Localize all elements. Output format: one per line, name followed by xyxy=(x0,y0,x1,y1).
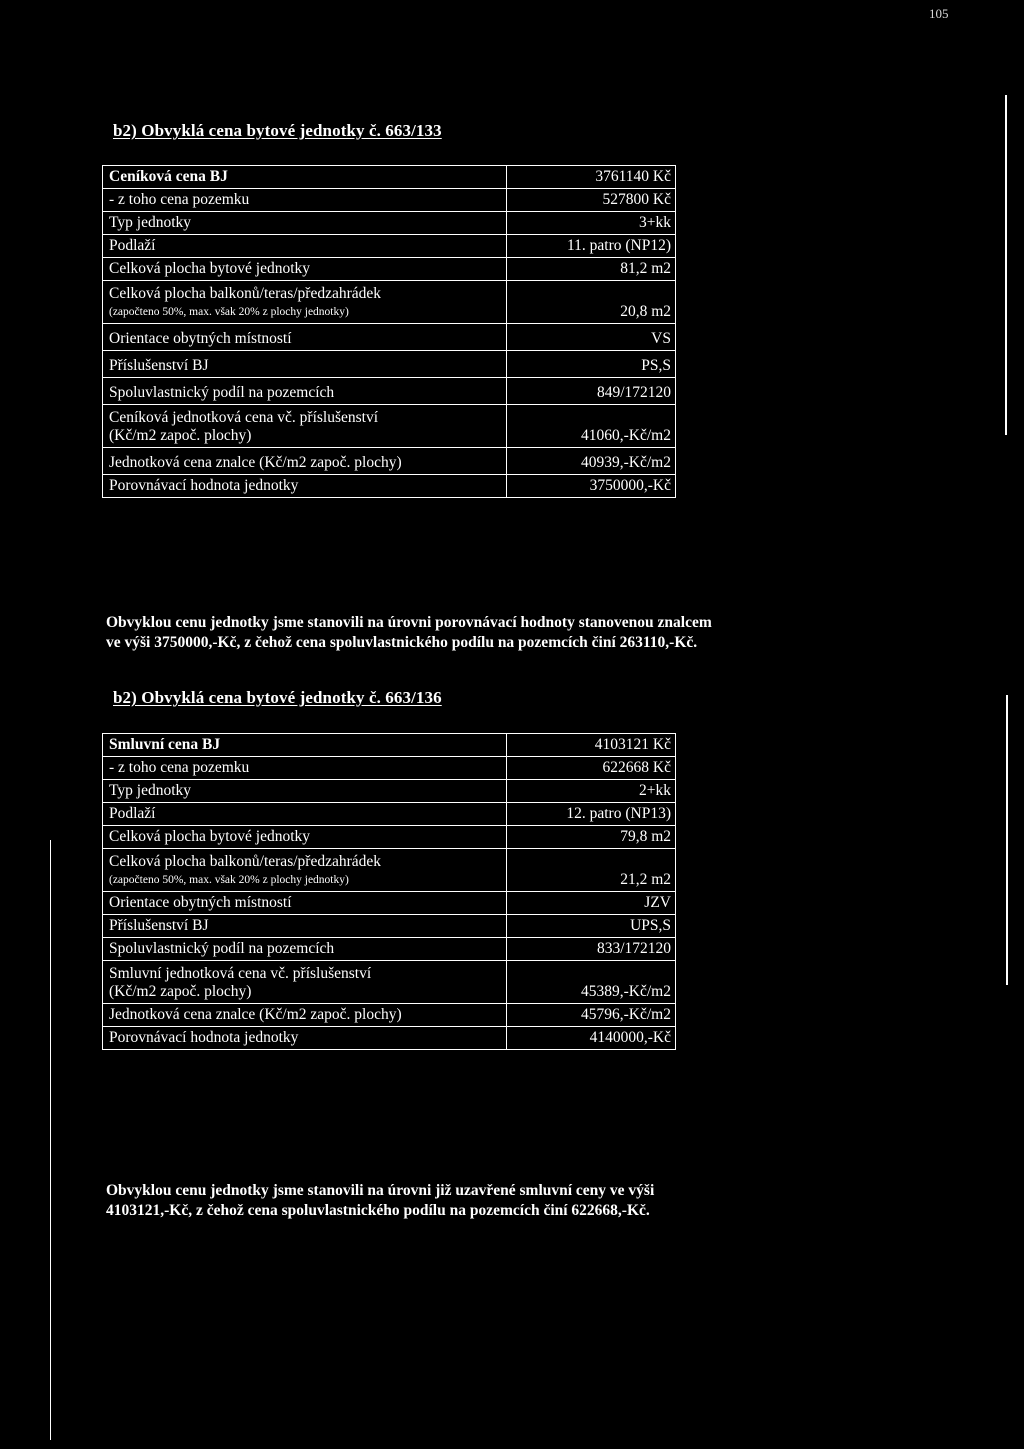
table-row xyxy=(103,780,676,803)
table-row xyxy=(103,938,676,961)
row-label-main: Celková plocha balkonů/teras/předzahrádek xyxy=(109,853,381,870)
table-row xyxy=(103,734,676,757)
section-1-heading: b2) Obvyklá cena bytové jednotky č. 663/133 xyxy=(113,121,442,140)
paragraph-line: 4103121,-Kč, z čehož cena spoluvlastnického podílu na pozemcích činí 622668,-Kč. xyxy=(106,1202,650,1219)
row-value: 12. patro (NP13) xyxy=(507,803,676,826)
table-row xyxy=(103,1027,676,1050)
section-1-paragraph xyxy=(106,613,926,653)
table-row xyxy=(103,405,676,448)
row-label: - z toho cena pozemku xyxy=(103,757,507,780)
row-label: Podlaží xyxy=(103,235,507,258)
row-label: Celková plocha bytové jednotky xyxy=(103,826,507,849)
row-value: UPS,S xyxy=(507,915,676,938)
section-1-table-wrap xyxy=(102,165,676,498)
section-1-table xyxy=(102,165,676,498)
row-label-main: Celková plocha balkonů/teras/předzahrádek xyxy=(109,285,381,302)
paragraph-line: Obvyklou cenu jednotky jsme stanovili na úrovni již uzavřené smluvní ceny ve výši xyxy=(106,1182,655,1199)
row-value: 833/172120 xyxy=(507,938,676,961)
row-label-note: (započteno 50%, max. však 20% z plochy jednotky) xyxy=(109,874,349,886)
table-row xyxy=(103,448,676,475)
paragraph-line: Obvyklou cenu jednotky jsme stanovili na úrovni porovnávací hodnoty stanovenou znalcem xyxy=(106,614,712,631)
row-label: Spoluvlastnický podíl na pozemcích xyxy=(103,378,507,405)
table-row xyxy=(103,961,676,1004)
row-label xyxy=(103,849,507,892)
row-value: 527800 Kč xyxy=(507,189,676,212)
row-label-second: (Kč/m2 započ. plochy) xyxy=(109,983,252,1000)
row-label: Ceníková cena BJ xyxy=(103,166,507,189)
table-row xyxy=(103,803,676,826)
row-label-main: Smluvní jednotková cena vč. příslušenství xyxy=(109,965,372,982)
row-label: Orientace obytných místností xyxy=(103,892,507,915)
row-value: 45796,-Kč/m2 xyxy=(507,1004,676,1027)
row-value: 21,2 m2 xyxy=(507,849,676,892)
row-value: 40939,-Kč/m2 xyxy=(507,448,676,475)
table-row xyxy=(103,915,676,938)
row-label xyxy=(103,961,507,1004)
row-label: Spoluvlastnický podíl na pozemcích xyxy=(103,938,507,961)
page-number: 105 xyxy=(929,6,949,21)
row-value: 3+kk xyxy=(507,212,676,235)
section-2-paragraph xyxy=(106,1181,926,1221)
table-row xyxy=(103,378,676,405)
row-value: VS xyxy=(507,324,676,351)
table-row xyxy=(103,757,676,780)
row-label-note: (započteno 50%, max. však 20% z plochy jednotky) xyxy=(109,306,349,318)
row-value: 3761140 Kč xyxy=(507,166,676,189)
row-label: Příslušenství BJ xyxy=(103,351,507,378)
row-value: JZV xyxy=(507,892,676,915)
row-value: 41060,-Kč/m2 xyxy=(507,405,676,448)
row-value: 3750000,-Kč xyxy=(507,475,676,498)
row-value: 849/172120 xyxy=(507,378,676,405)
row-label xyxy=(103,281,507,324)
scan-edge-line-left xyxy=(50,840,51,1440)
table-row xyxy=(103,892,676,915)
table-row xyxy=(103,1004,676,1027)
table-row xyxy=(103,258,676,281)
row-label: Orientace obytných místností xyxy=(103,324,507,351)
row-value: 20,8 m2 xyxy=(507,281,676,324)
table-row xyxy=(103,826,676,849)
section-2-heading: b2) Obvyklá cena bytové jednotky č. 663/136 xyxy=(113,688,442,707)
row-label: Typ jednotky xyxy=(103,780,507,803)
row-label: Celková plocha bytové jednotky xyxy=(103,258,507,281)
row-value: 2+kk xyxy=(507,780,676,803)
row-label xyxy=(103,405,507,448)
row-value: 11. patro (NP12) xyxy=(507,235,676,258)
row-label-main: Ceníková jednotková cena vč. příslušenství xyxy=(109,409,379,426)
row-value: PS,S xyxy=(507,351,676,378)
row-label: Podlaží xyxy=(103,803,507,826)
section-2-table xyxy=(102,733,676,1050)
row-value: 4140000,-Kč xyxy=(507,1027,676,1050)
row-value: 622668 Kč xyxy=(507,757,676,780)
row-value: 79,8 m2 xyxy=(507,826,676,849)
row-label: Porovnávací hodnota jednotky xyxy=(103,1027,507,1050)
scan-edge-line-bottom xyxy=(1006,695,1008,985)
table-row xyxy=(103,166,676,189)
table-row xyxy=(103,475,676,498)
table-row xyxy=(103,235,676,258)
row-label: Smluvní cena BJ xyxy=(103,734,507,757)
paragraph-line: ve výši 3750000,-Kč, z čehož cena spoluvlastnického podílu na pozemcích činí 263110,-Kč. xyxy=(106,634,698,651)
row-label: - z toho cena pozemku xyxy=(103,189,507,212)
section-2-table-wrap xyxy=(102,733,676,1050)
row-label-second: (Kč/m2 započ. plochy) xyxy=(109,427,252,444)
row-label: Jednotková cena znalce (Kč/m2 započ. plochy) xyxy=(103,1004,507,1027)
row-label: Jednotková cena znalce (Kč/m2 započ. plochy) xyxy=(103,448,507,475)
row-label: Příslušenství BJ xyxy=(103,915,507,938)
row-value: 4103121 Kč xyxy=(507,734,676,757)
table-row xyxy=(103,189,676,212)
table-row xyxy=(103,324,676,351)
table-row xyxy=(103,849,676,892)
table-row xyxy=(103,351,676,378)
row-label: Typ jednotky xyxy=(103,212,507,235)
table-row xyxy=(103,281,676,324)
row-value: 45389,-Kč/m2 xyxy=(507,961,676,1004)
table-row xyxy=(103,212,676,235)
scan-edge-line-top xyxy=(1005,95,1007,435)
row-label: Porovnávací hodnota jednotky xyxy=(103,475,507,498)
row-value: 81,2 m2 xyxy=(507,258,676,281)
